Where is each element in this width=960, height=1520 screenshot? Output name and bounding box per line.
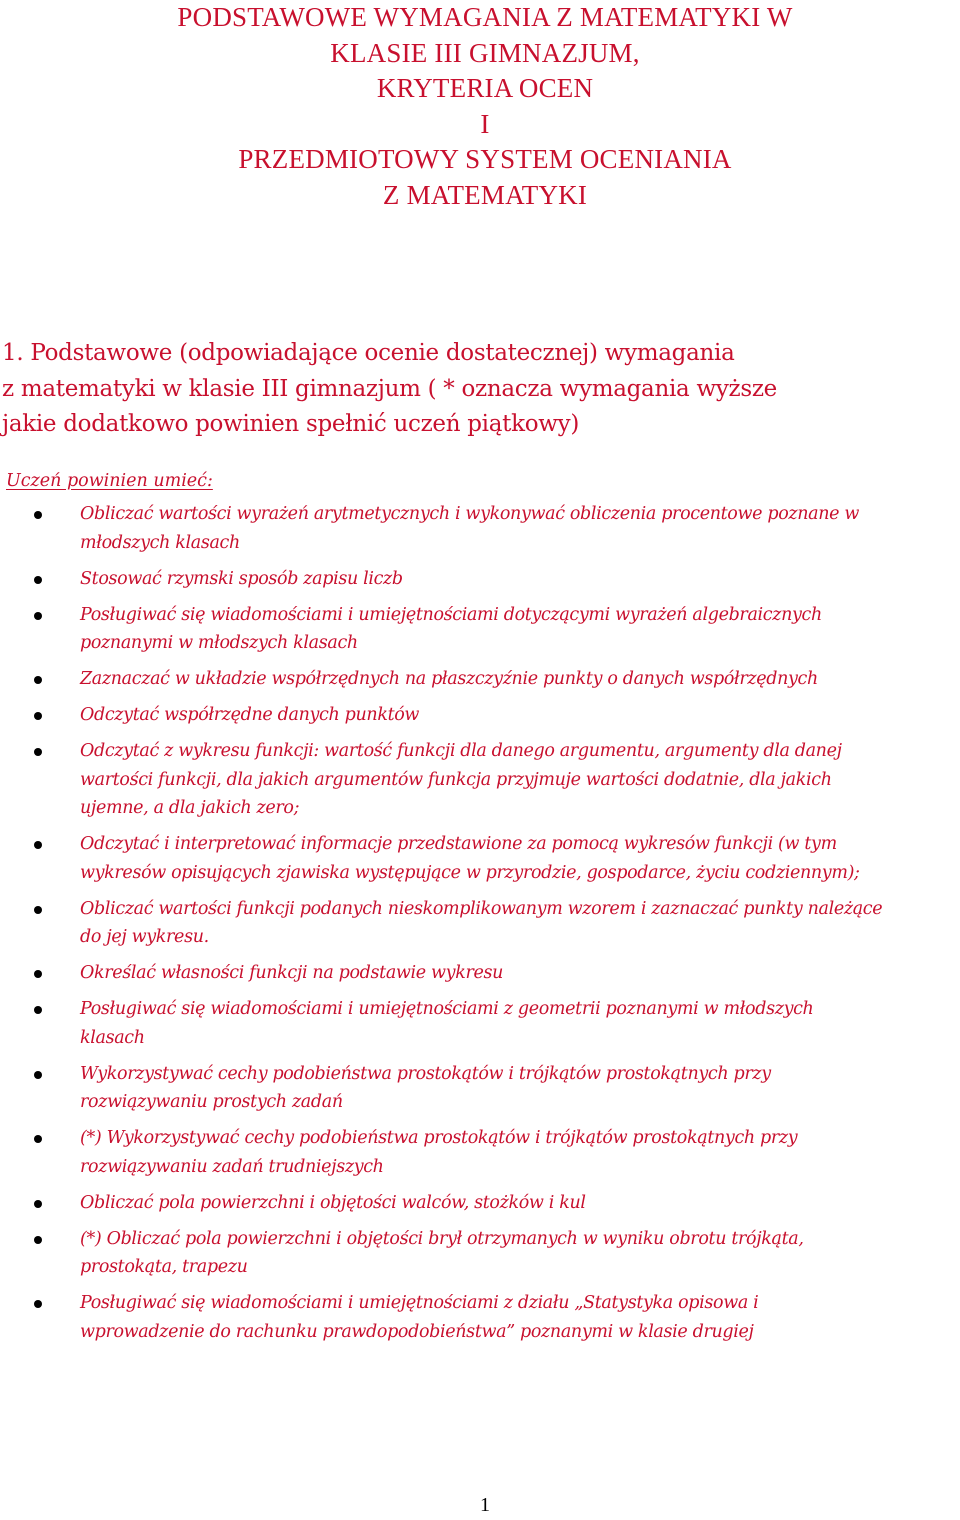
list-item xyxy=(0,737,960,823)
list-item xyxy=(0,1124,960,1181)
list-item xyxy=(0,1225,960,1282)
list-item-text: Obliczać pola powierzchni i objętości walców, stożków i kul xyxy=(80,1192,586,1213)
title-line: KRYTERIA OCEN xyxy=(376,73,594,103)
bullet-icon xyxy=(34,576,42,584)
title-line: I xyxy=(480,108,490,139)
bullet-icon xyxy=(34,1071,42,1079)
bullet-icon xyxy=(34,841,42,849)
section-heading-line: z matematyki w klasie III gimnazjum ( * oznacza wymagania wyższe xyxy=(2,375,777,402)
list-item-text: Obliczać wartości funkcji podanych nieskomplikowanym wzorem i zaznaczać punkty należące xyxy=(80,898,883,919)
document-title xyxy=(0,0,960,213)
title-line: PODSTAWOWE WYMAGANIA Z MATEMATYKI W xyxy=(177,2,793,32)
title-line: Z MATEMATYKI xyxy=(382,179,588,210)
list-item-text: Posługiwać się wiadomościami i umiejętnościami dotyczącymi wyrażeń algebraicznych xyxy=(80,604,822,625)
list-item-text: Posługiwać się wiadomościami i umiejętnościami z działu „Statystyka opisowa i xyxy=(80,1293,759,1313)
list-item-text: poznanymi w młodszych klasach xyxy=(80,633,358,653)
list-item-text: prostokąta, trapezu xyxy=(80,1257,248,1277)
list-item-text: (*) Obliczać pola powierzchni i objętości brył otrzymanych w wyniku obrotu trójkąta, xyxy=(80,1228,804,1249)
bullet-icon xyxy=(34,748,42,756)
title-line: KLASIE III GIMNAZJUM, xyxy=(330,37,640,68)
bullet-icon xyxy=(34,511,42,519)
intro-label: Uczeń powinien umieć: xyxy=(6,471,213,491)
list-item-text: Określać własności funkcji na podstawie wykresu xyxy=(80,963,504,983)
list-item xyxy=(0,701,960,730)
list-item-text: (*) Wykorzystywać cechy podobieństwa prostokątów i trójkątów prostokątnych przy xyxy=(80,1128,798,1148)
section-heading xyxy=(2,336,958,443)
list-item xyxy=(0,565,960,594)
requirements-list xyxy=(0,500,960,1354)
list-item-text: Posługiwać się wiadomościami i umiejętnościami z geometrii poznanymi w młodszych xyxy=(80,999,814,1019)
section-heading-line: 1. Podstawowe (odpowiadające ocenie dostatecznej) wymagania xyxy=(2,340,735,366)
bullet-icon xyxy=(34,712,42,720)
list-item-text: Odczytać i interpretować informacje przedstawione za pomocą wykresów funkcji (w tym xyxy=(80,834,837,854)
list-item-text: wykresów opisujących zjawiska występujące w przyrodzie, gospodarce, życiu codziennym); xyxy=(80,862,860,883)
list-item-text: klasach xyxy=(80,1027,145,1048)
bullet-icon xyxy=(34,612,42,620)
title-line: PRZEDMIOTOWY SYSTEM OCENIANIA xyxy=(238,144,732,174)
bullet-icon xyxy=(34,1135,42,1143)
list-item-text: rozwiązywaniu zadań trudniejszych xyxy=(80,1156,384,1177)
list-item-text: Odczytać współrzędne danych punktów xyxy=(80,705,420,725)
list-item-text: młodszych klasach xyxy=(80,532,240,553)
list-item-text: rozwiązywaniu prostych zadań xyxy=(80,1092,343,1112)
list-item-text: Zaznaczać w układzie współrzędnych na płaszczyźnie punkty o danych współrzędnych xyxy=(80,669,818,689)
list-item-text: Obliczać wartości wyrażeń arytmetycznych i wykonywać obliczenia procentowe poznane w xyxy=(80,504,860,524)
list-item xyxy=(0,1060,960,1117)
bullet-icon xyxy=(34,906,42,914)
list-item xyxy=(0,995,960,1052)
list-item xyxy=(0,500,960,557)
list-item xyxy=(0,601,960,658)
bullet-icon xyxy=(34,1236,42,1244)
list-item xyxy=(0,830,960,887)
bullet-icon xyxy=(34,676,42,684)
bullet-icon xyxy=(34,1200,42,1208)
list-item-text: Stosować rzymski sposób zapisu liczb xyxy=(80,568,403,589)
list-item xyxy=(0,665,960,694)
list-item-text: wartości funkcji, dla jakich argumentów funkcja przyjmuje wartości dodatnie, dla jakich xyxy=(80,769,832,790)
list-item-text: do jej wykresu. xyxy=(80,927,209,947)
list-item-text: Odczytać z wykresu funkcji: wartość funkcji dla danego argumentu, argumenty dla danej xyxy=(80,741,842,761)
list-item xyxy=(0,895,960,952)
list-item xyxy=(0,1189,960,1218)
list-item xyxy=(0,1289,960,1346)
bullet-icon xyxy=(34,970,42,978)
list-item xyxy=(0,959,960,988)
list-item-text: Wykorzystywać cechy podobieństwa prostokątów i trójkątów prostokątnych przy xyxy=(80,1063,771,1084)
section-heading-line: jakie dodatkowo powinien spełnić uczeń piątkowy) xyxy=(2,411,580,437)
bullet-icon xyxy=(34,1006,42,1014)
bullet-icon xyxy=(34,1300,42,1308)
list-item-text: ujemne, a dla jakich zero; xyxy=(80,798,300,818)
page-number: 1 xyxy=(480,1494,490,1516)
list-item-text: wprowadzenie do rachunku prawdopodobieństwa” poznanymi w klasie drugiej xyxy=(80,1321,754,1342)
